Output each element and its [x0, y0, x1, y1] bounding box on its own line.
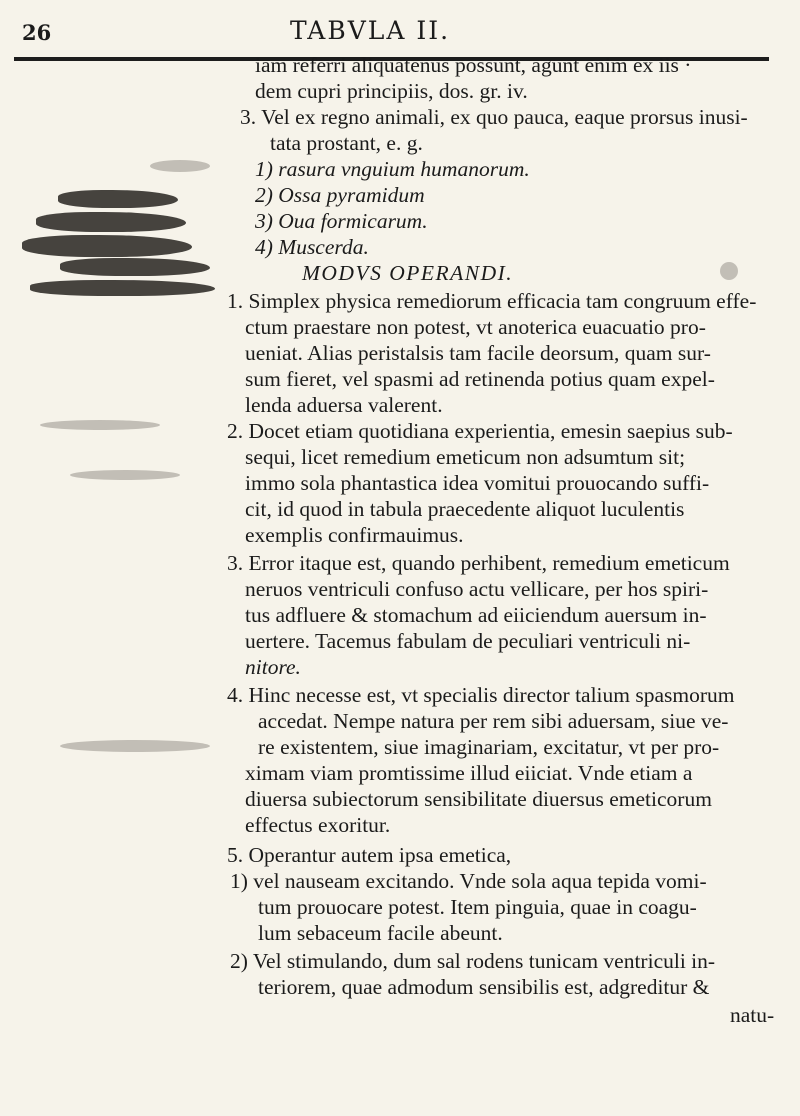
text-line: 4) Muscerda. — [255, 235, 369, 259]
text-line: ximam viam promtissime illud eiiciat. Vnde etiam a — [245, 761, 693, 785]
text-line: 3. Vel ex regno animali, ex quo pauca, eaque prorsus inusi- — [240, 105, 748, 129]
text-line: sequi, licet remedium emeticum non adsumtum sit; — [245, 445, 686, 469]
text-line: 1) vel nauseam excitando. Vnde sola aqua tepida vomi- — [230, 869, 707, 893]
text-line: 5. Operantur autem ipsa emetica, — [227, 843, 512, 867]
text-line: 3. Error itaque est, quando perhibent, remedium emeticum — [227, 551, 730, 575]
text-line: effectus exoritur. — [245, 813, 391, 837]
text-line: diuersa subiectorum sensibilitate diuersus emeticorum — [245, 787, 712, 811]
text-line: ueniat. Alias peristalsis tam facile deorsum, quam sur- — [245, 341, 711, 365]
text-line: 1) rasura vnguium humanorum. — [255, 157, 530, 181]
text-line: lenda aduersa valerent. — [245, 393, 443, 417]
text-line: tum prouocare potest. Item pinguia, quae in coagu- — [258, 895, 697, 919]
text-line: tus adfluere & stomachum ad eiiciendum auersum in- — [245, 603, 707, 627]
text-line: 3) Oua formicarum. — [255, 209, 428, 233]
text-line: dem cupri principiis, dos. gr. iv. — [255, 79, 528, 103]
text-line: 1. Simplex physica remediorum efficacia tam congruum effe- — [227, 289, 757, 313]
running-title: TABVLA II. — [290, 16, 451, 45]
text-line: cit, id quod in tabula praecedente aliquot luculentis — [245, 497, 685, 521]
text-line: immo sola phantastica idea vomitui prouocando suffi- — [245, 471, 710, 495]
text-line: 4. Hinc necesse est, vt specialis director talium spasmorum — [227, 683, 735, 707]
catchword: natu- — [730, 1003, 775, 1027]
text-line: nitore. — [245, 655, 301, 679]
text-line: exemplis confirmauimus. — [245, 523, 464, 547]
text-line: sum fieret, vel spasmi ad retinenda potius quam expel- — [245, 367, 715, 391]
text-line: iam referri aliquatenus possunt, agunt enim ex iis · — [255, 53, 692, 77]
text-line: 2) Ossa pyramidum — [255, 183, 425, 207]
text-line: neruos ventriculi confuso actu vellicare, per hos spiri- — [245, 577, 709, 601]
text-line: re existentem, siue imaginariam, excitatur, vt per pro- — [258, 735, 720, 759]
text-line: tata prostant, e. g. — [270, 131, 423, 155]
text-line: lum sebaceum facile abeunt. — [258, 921, 503, 945]
section-heading: MODVS OPERANDI. — [302, 261, 514, 285]
text-line: 2) Vel stimulando, dum sal rodens tunicam ventriculi in- — [230, 949, 716, 973]
text-line: uertere. Tacemus fabulam de peculiari ventriculi ni- — [245, 629, 691, 653]
page-number: 26 — [22, 20, 52, 45]
text-line: accedat. Nempe natura per rem sibi aduersam, siue ve- — [258, 709, 729, 733]
page-header — [0, 10, 800, 50]
text-line: ctum praestare non potest, vt anoterica euacuatio pro- — [245, 315, 706, 339]
text-line: teriorem, quae admodum sensibilis est, adgreditur & — [258, 975, 710, 999]
text-line: 2. Docet etiam quotidiana experientia, emesin saepius sub- — [227, 419, 733, 443]
